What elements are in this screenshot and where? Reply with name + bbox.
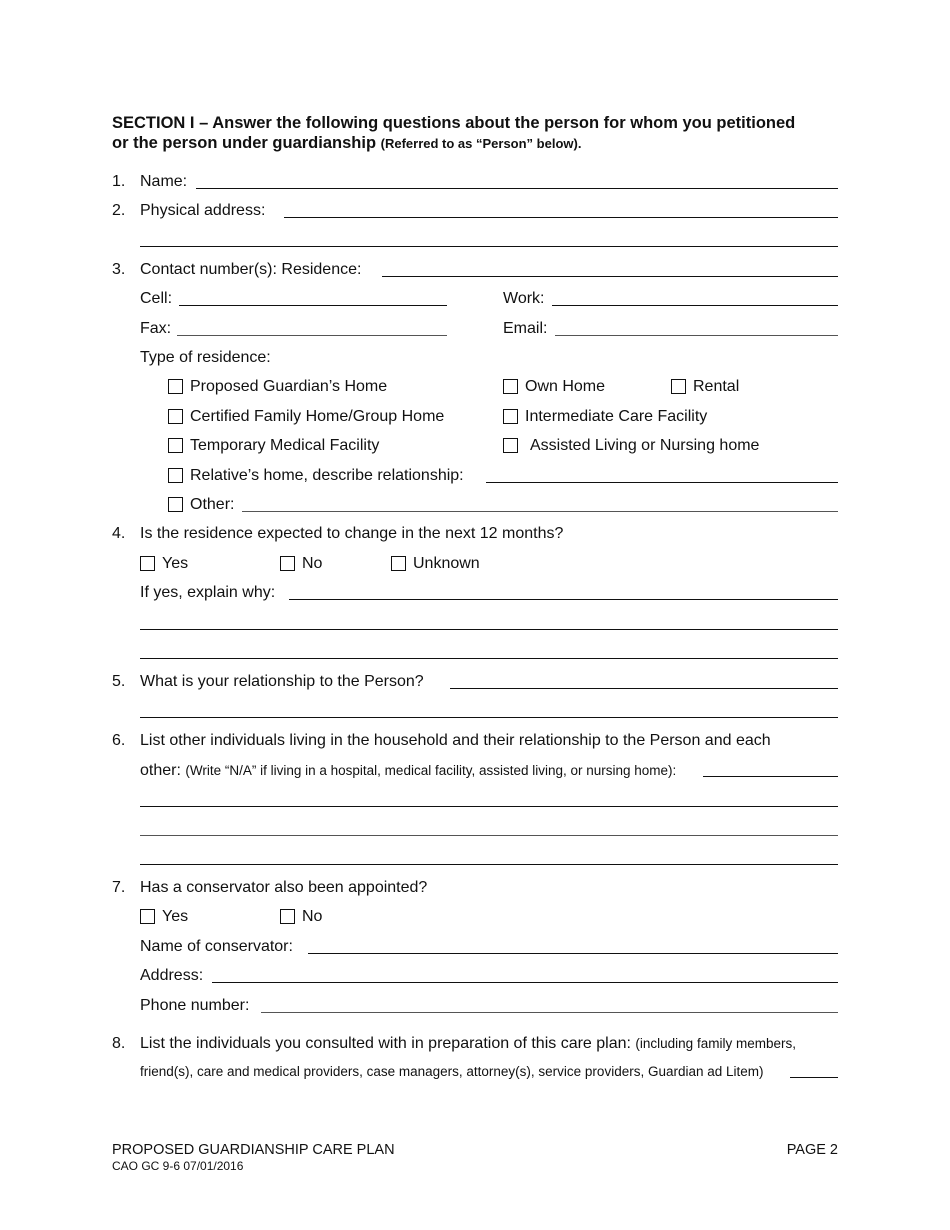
- conservator-yes-checkbox[interactable]: [140, 909, 155, 924]
- certified-family-home-label: Certified Family Home/Group Home: [190, 408, 445, 425]
- relatives-home-label: Relative’s home, describe relationship:: [190, 467, 464, 484]
- explain-why-field-line3[interactable]: [140, 658, 838, 659]
- consulted-question-line1: [140, 1034, 796, 1054]
- household-note: (Write “N/A” if living in a hospital, medical facility, assisted living, or nursing home):: [185, 763, 677, 778]
- relatives-home-checkbox[interactable]: [168, 468, 183, 483]
- footer-title: PROPOSED GUARDIANSHIP CARE PLAN: [112, 1142, 395, 1158]
- explain-why-field[interactable]: [289, 599, 838, 600]
- relationship-field[interactable]: [486, 482, 838, 483]
- footer-form-code: CAO GC 9-6 07/01/2016: [112, 1159, 244, 1173]
- conservator-name-label: Name of conservator:: [140, 938, 293, 955]
- footer-page-number: PAGE 2: [786, 1142, 838, 1158]
- conservator-address-field[interactable]: [212, 982, 838, 983]
- fax-field[interactable]: [177, 335, 447, 336]
- physical-address-field[interactable]: [284, 217, 838, 218]
- conservator-address-label: Address:: [140, 967, 204, 984]
- work-field[interactable]: [552, 305, 838, 306]
- q8-number: 8.: [112, 1035, 126, 1052]
- relationship-question: What is your relationship to the Person?: [140, 673, 424, 690]
- other-residence-checkbox[interactable]: [168, 497, 183, 512]
- section-heading-text: or the person under guardianship: [112, 134, 377, 152]
- household-field-line4[interactable]: [140, 864, 838, 865]
- residence-phone-field[interactable]: [382, 276, 838, 277]
- name-field[interactable]: [196, 188, 838, 189]
- residence-change-no-label: No: [302, 555, 323, 572]
- physical-address-label: Physical address:: [140, 202, 266, 219]
- residence-change-unknown-checkbox[interactable]: [391, 556, 406, 571]
- household-question-line1: List other individuals living in the household and their relationship to the Person and each: [140, 732, 771, 749]
- own-home-checkbox[interactable]: [503, 379, 518, 394]
- household-field-line2[interactable]: [140, 806, 838, 807]
- rental-checkbox[interactable]: [671, 379, 686, 394]
- q5-number: 5.: [112, 673, 126, 690]
- household-question-line2: [140, 761, 676, 781]
- cell-label: Cell:: [140, 290, 173, 307]
- explain-why-field-line2[interactable]: [140, 629, 838, 630]
- conservator-phone-field[interactable]: [261, 1012, 838, 1013]
- conservator-no-label: No: [302, 908, 323, 925]
- fax-label: Fax:: [140, 320, 172, 337]
- explain-why-label: If yes, explain why:: [140, 584, 276, 601]
- intermediate-care-checkbox[interactable]: [503, 409, 518, 424]
- cell-field[interactable]: [179, 305, 447, 306]
- residence-change-unknown-label: Unknown: [413, 555, 480, 572]
- household-field[interactable]: [703, 776, 838, 777]
- section-heading-line2: [112, 133, 581, 154]
- email-field[interactable]: [555, 335, 838, 336]
- other-residence-label: Other:: [190, 496, 235, 513]
- q3-number: 3.: [112, 261, 126, 278]
- intermediate-care-label: Intermediate Care Facility: [525, 408, 708, 425]
- residence-change-no-checkbox[interactable]: [280, 556, 295, 571]
- residence-change-question: Is the residence expected to change in the next 12 months?: [140, 525, 564, 542]
- consulted-note-line1: (including family members,: [635, 1036, 796, 1051]
- temporary-medical-label: Temporary Medical Facility: [190, 437, 380, 454]
- physical-address-field-line2[interactable]: [140, 246, 838, 247]
- q4-number: 4.: [112, 525, 126, 542]
- proposed-guardian-home-checkbox[interactable]: [168, 379, 183, 394]
- own-home-label: Own Home: [525, 378, 606, 395]
- q2-number: 2.: [112, 202, 126, 219]
- certified-family-home-checkbox[interactable]: [168, 409, 183, 424]
- section-heading-line1: SECTION I – Answer the following questions about the person for whom you petitioned: [112, 114, 796, 132]
- proposed-guardian-home-label: Proposed Guardian’s Home: [190, 378, 388, 395]
- residence-change-yes-checkbox[interactable]: [140, 556, 155, 571]
- relationship-to-person-field[interactable]: [450, 688, 838, 689]
- assisted-living-checkbox[interactable]: [503, 438, 518, 453]
- work-label: Work:: [503, 290, 545, 307]
- name-label: Name:: [140, 173, 188, 190]
- rental-label: Rental: [693, 378, 740, 395]
- other-residence-field[interactable]: [242, 511, 838, 512]
- consulted-note-line2: friend(s), care and medical providers, case managers, attorney(s), service providers, Guardian ad Litem): [140, 1064, 764, 1079]
- assisted-living-label: Assisted Living or Nursing home: [530, 437, 760, 454]
- conservator-no-checkbox[interactable]: [280, 909, 295, 924]
- residence-phone-label: Contact number(s): Residence:: [140, 261, 362, 278]
- q1-number: 1.: [112, 173, 126, 190]
- consulted-field[interactable]: [790, 1077, 838, 1078]
- q7-number: 7.: [112, 879, 126, 896]
- consulted-question: List the individuals you consulted with in preparation of this care plan:: [140, 1035, 631, 1052]
- conservator-name-field[interactable]: [308, 953, 838, 954]
- conservator-question: Has a conservator also been appointed?: [140, 879, 428, 896]
- conservator-phone-label: Phone number:: [140, 997, 250, 1014]
- type-of-residence-label: Type of residence:: [140, 349, 271, 366]
- temporary-medical-checkbox[interactable]: [168, 438, 183, 453]
- relationship-to-person-field-line2[interactable]: [140, 717, 838, 718]
- email-label: Email:: [503, 320, 548, 337]
- household-field-line3[interactable]: [140, 835, 838, 836]
- q6-number: 6.: [112, 732, 126, 749]
- conservator-yes-label: Yes: [162, 908, 189, 925]
- residence-change-yes-label: Yes: [162, 555, 189, 572]
- household-question-text: other:: [140, 762, 181, 779]
- section-heading-note: (Referred to as “Person” below).: [380, 136, 582, 151]
